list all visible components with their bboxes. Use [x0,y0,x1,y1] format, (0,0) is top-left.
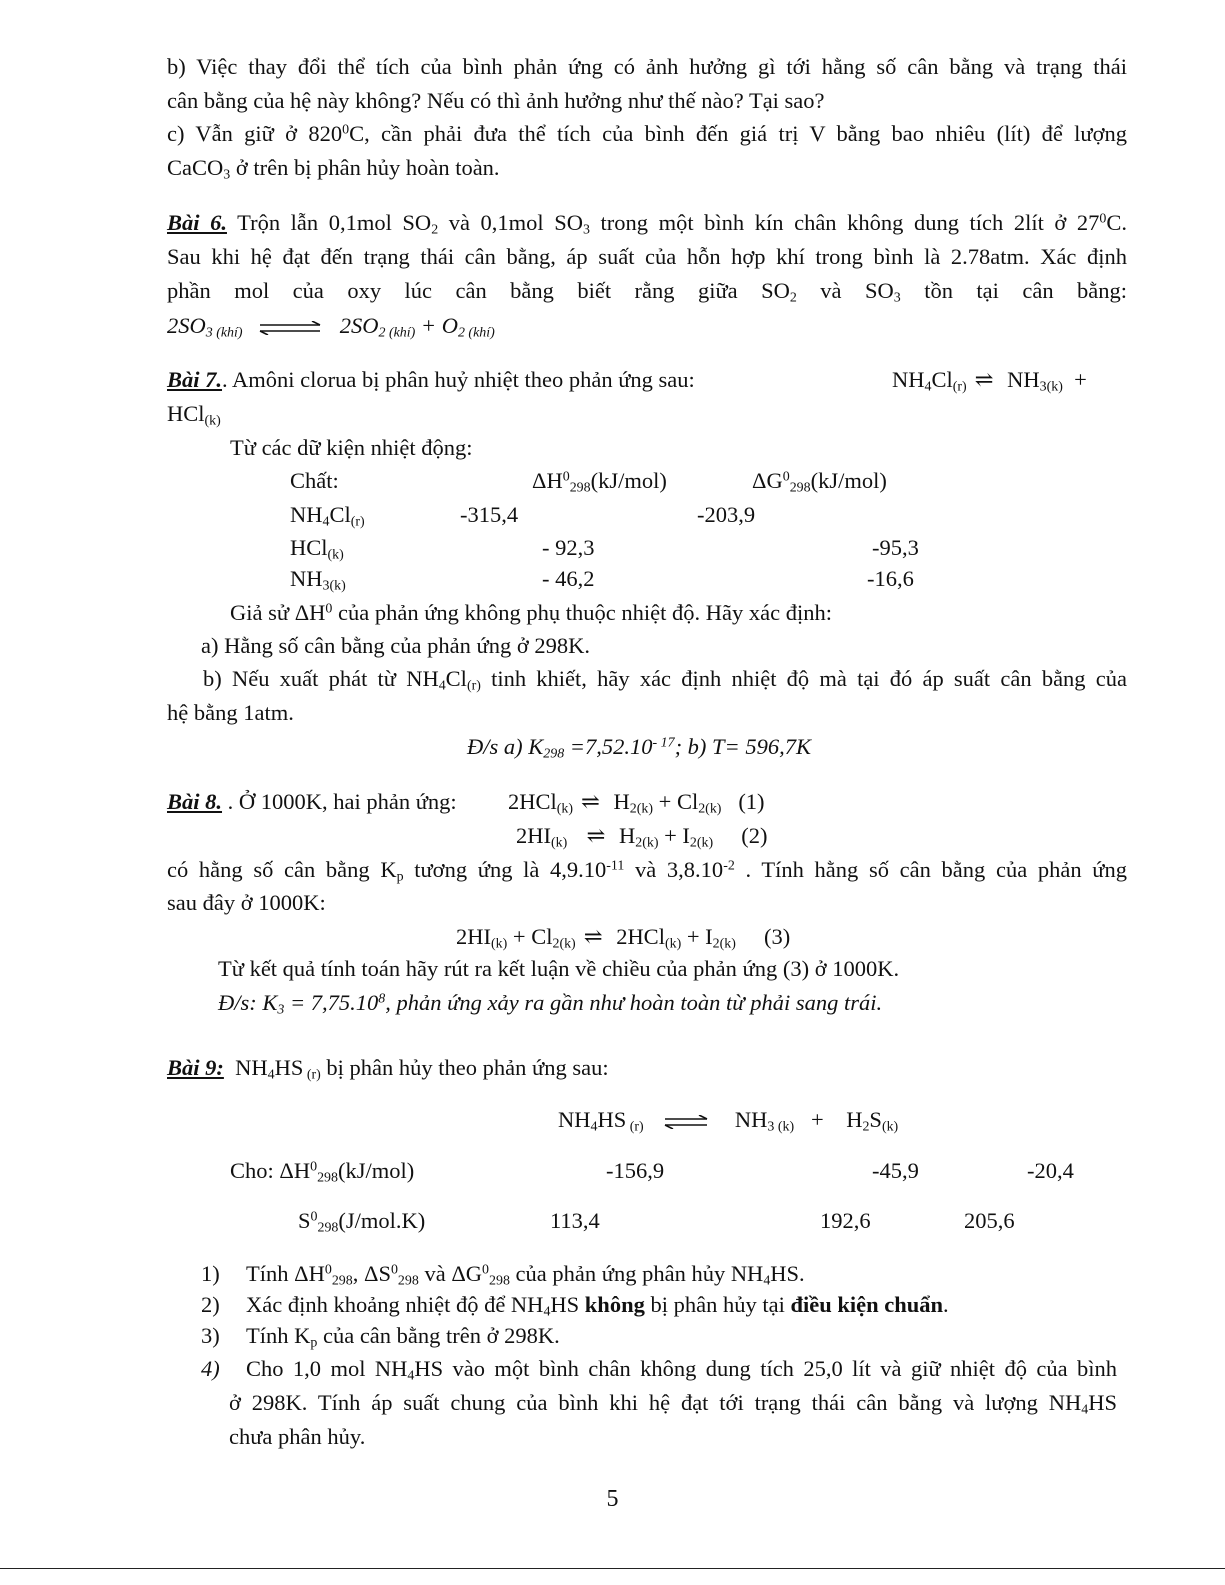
bai5-b-line1: b) Việc thay đổi thể tích của bình phản ứng có ảnh hưởng gì tới hằng số cân bằng và trạng thái [167,54,1127,79]
bai7-question-a: a) Hằng số cân bằng của phản ứng ở 298K. [201,633,590,658]
table7-row-dg: -95,3 [872,535,919,560]
bai8-title: Bài 8. [167,789,223,814]
table7-header-dg: $\Delta G^0_{298}(kJ/mol)$ [752,468,887,496]
bai9-reaction: $NH_4HS$ $_{(r)}$ $NH_{3 (k)}$ + $H_2S_{(k)}$ [558,1107,899,1135]
bai8-reaction-1: 2HCl$_{(k)}$ ⇌ $H_{2(k)} + Cl_{2(k)}$ (1) [508,789,765,817]
bai9-q1-number: 1) [201,1261,220,1286]
bai6-equation: $2SO_{3 (khí)}$ $2SO_{2 (khí)} + O_{2 (khí)}$ [167,313,495,341]
bai7-reaction: $NH_4Cl_{(r)}$ ⇌ $NH_{3(k)}$ + [892,367,1087,395]
table7-row-dh: - 92,3 [542,535,595,560]
bai6-line1: Bài 6. Trộn lẫn 0,1mol $SO_2$ và 0,1mol $SO_3$ trong một bình kín chân không dung tích 2lít ở $27^0C$. [167,210,1127,238]
bai5-b-line2: cân bằng của hệ này không? Nếu có thì ảnh hưởng như thế nào? Tại sao? [167,88,825,113]
bai7-answer: Đ/s a) $K_{298} =7,52.10^{- 17}$; b) T= 596,7K [467,734,812,762]
equilibrium-arrow-icon [663,1115,709,1129]
bai9-q4-line2: ở 298K. Tính áp suất chung của bình khi hệ đạt tới trạng thái cân bằng và lượng $NH_4HS$ [229,1390,1117,1418]
bai9-title: Bài 9: [167,1055,224,1080]
table7-row-dg: -203,9 [697,502,756,527]
bai9-q4-line1: Cho 1,0 mol $NH_4HS$ vào một bình chân không dung tích 25,0 lít và giữ nhiệt độ của bình [246,1356,1117,1384]
table9-dh-value: -45,9 [872,1158,919,1183]
table7-row-dh: -315,4 [460,502,519,527]
bai9-q4-number: 4) [201,1356,220,1381]
bai9-q1: Tính $\Delta H^0_{298}$, $\Delta S^0_{298}$ và $\Delta G^0_{298}$ của phản ứng phân hủy $NH_4HS$. [246,1261,805,1289]
table9-dh-value: -156,9 [606,1158,665,1183]
table9-s-value: 192,6 [820,1208,871,1233]
bai8-line1: Bài 8. . Ở 1000K, hai phản ứng: [167,789,457,814]
table9-dh-value: -20,4 [1027,1158,1074,1183]
equilibrium-arrow-icon: ⇌ [974,367,994,392]
bai8-conclusion: Từ kết quả tính toán hãy rút ra kết luận về chiều của phản ứng (3) ở 1000K. [218,956,900,981]
bai7-given: Từ các dữ kiện nhiệt động: [230,435,473,460]
bai8-reaction-3: $2HI_{(k)} + Cl_{2(k)}$ ⇌ $2HCl_{(k)} + I_{2(k)}$ (3) [456,924,791,952]
bai8-line3: sau đây ở 1000K: [167,890,326,915]
bai9-q3-number: 3) [201,1323,220,1348]
table9-s-value: 113,4 [550,1208,600,1233]
bai5-c-line1: c) Vẫn giữ ở $820^0C$, cần phải đưa thể tích của bình đến giá trị V bằng bao nhiêu (lít) để lượng [167,121,1127,146]
table9-s-value: 205,6 [964,1208,1015,1233]
bai8-line2: có hằng số cân bằng $K_p$ tương ứng là $4,9.10^{-11}$ và $3,8.10^{-2}$ . Tính hằng số cân bằng của phản ứng [167,857,1127,885]
table7-row-dg: -16,6 [867,566,914,591]
table7-header-dh: $\Delta H^0_{298}(kJ/mol)$ [532,468,667,496]
table9-s-label: $S^0_{298}(J/mol.K)$ [298,1208,426,1236]
bai9-q2-number: 2) [201,1292,220,1317]
table7-row-name: $NH_4Cl_{(r)}$ [290,502,365,530]
table9-dh-label: Cho: $\Delta H^0_{298}(kJ/mol)$ [230,1158,415,1186]
bai9-q3: Tính $K_p$ của cân bằng trên ở 298K. [246,1323,560,1351]
bai7-question-b-line2: hệ bằng 1atm. [167,700,294,725]
bai7-question-b-line1: b) Nếu xuất phát từ $NH_4Cl_{(r)}$ tinh khiết, hãy xác định nhiệt độ mà tại đó áp suất cân bằng của [203,666,1127,694]
bai8-reaction-2: $2HI_{(k)}$ ⇌ $H_{2(k)} + I_{2(k)}$ (2) [516,823,768,851]
bai6-line2: Sau khi hệ đạt đến trạng thái cân bằng, áp suất của hỗn hợp khí trong bình là 2.78atm. Xác định [167,244,1127,269]
bai8-answer: Đ/s: $K_3 = 7,75.10^8$, phản ứng xảy ra gần như hoàn toàn từ phải sang trái. [218,990,883,1018]
bai5-c-line2: CaCO$_3$ ở trên bị phân hủy hoàn toàn. [167,155,500,183]
bai7-assumption: Giả sử $\Delta H^0$ của phản ứng không phụ thuộc nhiệt độ. Hãy xác định: [230,600,832,625]
bai7-reaction-cont: HCl$_{(k)}$ [167,401,221,429]
equilibrium-arrow-icon [258,321,322,335]
bai9-line1: Bài 9: $NH_4HS$ $_{(r)}$ bị phân hủy theo phản ứng sau: [167,1055,609,1083]
bai9-q4-line3: chưa phân hủy. [229,1424,366,1449]
page-number: 5 [606,1486,619,1512]
bai9-q2: Xác định khoảng nhiệt độ để $NH_4HS$ không bị phân hủy tại điều kiện chuẩn. [246,1292,949,1320]
bai7-title: Bài 7. [167,367,223,392]
bai6-title: Bài 6. [167,210,227,235]
bai6-line3: phần mol của oxy lúc cân bằng biết rằng giữa $SO_2$ và $SO_3$ tồn tại cân bằng: [167,278,1128,306]
table7-row-name: HCl$_{(k)}$ [290,535,344,563]
bai7-line1: Bài 7.. Amôni clorua bị phân huỷ nhiệt theo phản ứng sau: [167,367,695,392]
table7-row-dh: - 46,2 [542,566,595,591]
table7-header-substance: Chất: [290,468,339,493]
table7-row-name: $NH_{3(k)}$ [290,566,346,594]
footer-divider [0,1568,1225,1569]
